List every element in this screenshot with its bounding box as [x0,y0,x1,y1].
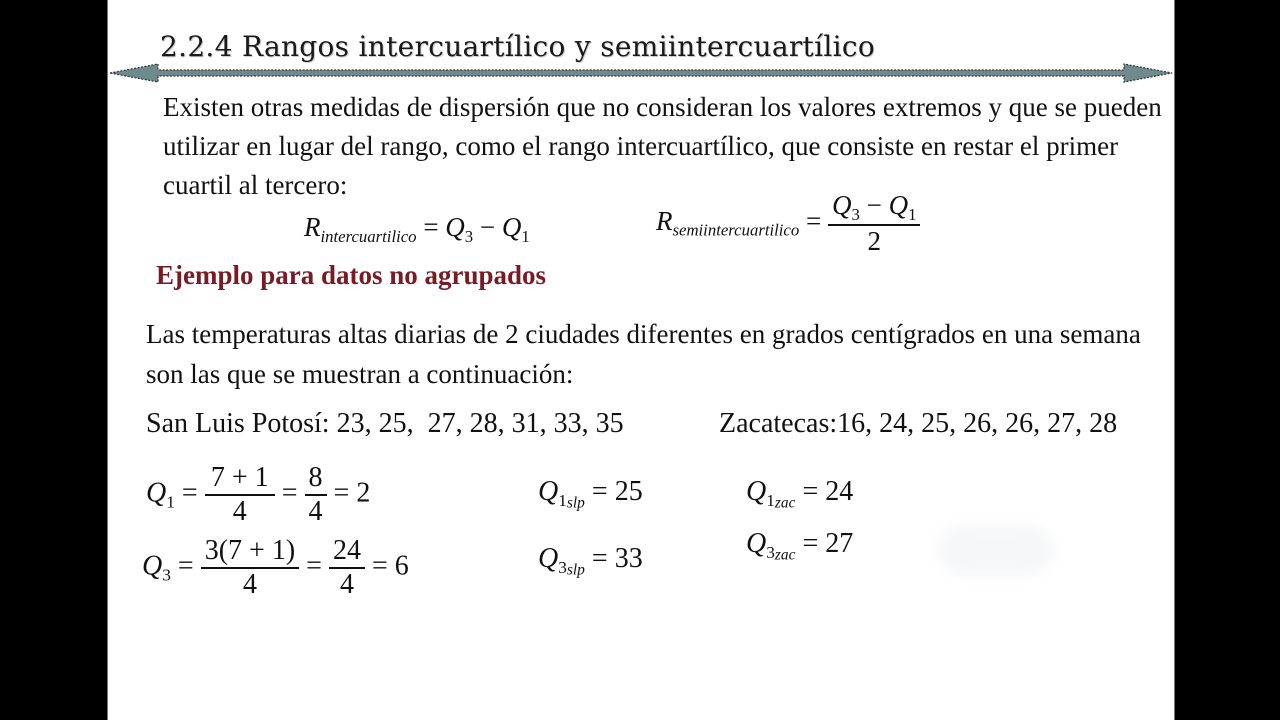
faint-smudge [938,525,1053,575]
result-value: 2 [356,477,371,509]
example-heading: Ejemplo para datos no agrupados [156,260,547,290]
subscript: 1 [521,226,530,246]
slide [107,0,1175,720]
calc-q3-position: $Q_3$ = $\frac{3(7 + 1)}{4}$ = $\frac{24}{4}$ = 6 [142,535,409,601]
result-q1-zac: $Q_{1zac} = 24$ [746,476,854,512]
dataset-san-luis-potosi [146,408,624,440]
subscript: semiintercuartilico [672,220,800,240]
intro-paragraph: Existen otras medidas de dispersión que no consideran los valores extremos y que se pueden utilizar en lugar del rango, como el rango intercuartílico, que consiste en restar el primer cuartil al tercero: [163,92,1162,200]
equals-sign: = [423,212,439,242]
subscript: 3 [464,226,474,246]
result-q3-slp: $Q_{3slp} = 33$ [538,543,643,579]
result-q3-zac: $Q_{3zac} = 27$ [746,528,854,564]
fraction [828,190,920,257]
dataset-label: San Luis Potosí: [146,408,330,439]
numerator: $Q_3 - Q_1$ [828,190,920,226]
var-q: Q [501,212,522,242]
formula-interquartile-range [304,212,530,247]
result-q1-slp: $Q_{1slp} = 25$ [538,476,643,512]
dataset-zacatecas [719,408,1117,440]
example-description: Las temperaturas altas diarias de 2 ciudades diferentes en grados centígrados en una semana son las que se muestran a continuación: [146,319,1141,389]
minus-sign: − [479,212,496,242]
formula-semi-interquartile-range [656,190,920,257]
var-r: R [304,212,321,242]
result-value: 6 [394,550,409,582]
dataset-values: 23, 25, 27, 28, 31, 33, 35 [336,408,624,439]
equals-sign: = [805,205,822,236]
double-arrow-divider [108,62,1174,84]
calc-q1-position: $Q_1$ = $\frac{7 + 1}{4}$ = $\frac{8}{4}$ = 2 [146,462,371,528]
subscript: intercuartilico [320,226,417,246]
var-q: Q [445,212,465,242]
dataset-values: 16, 24, 25, 26, 26, 27, 28 [837,408,1118,439]
var-r: R [656,205,673,236]
denominator: 2 [867,226,881,257]
slide-title: 2.2.4 Rangos intercuartílico y semiintercuartílico [160,30,875,63]
dataset-label: Zacatecas: [719,408,838,439]
